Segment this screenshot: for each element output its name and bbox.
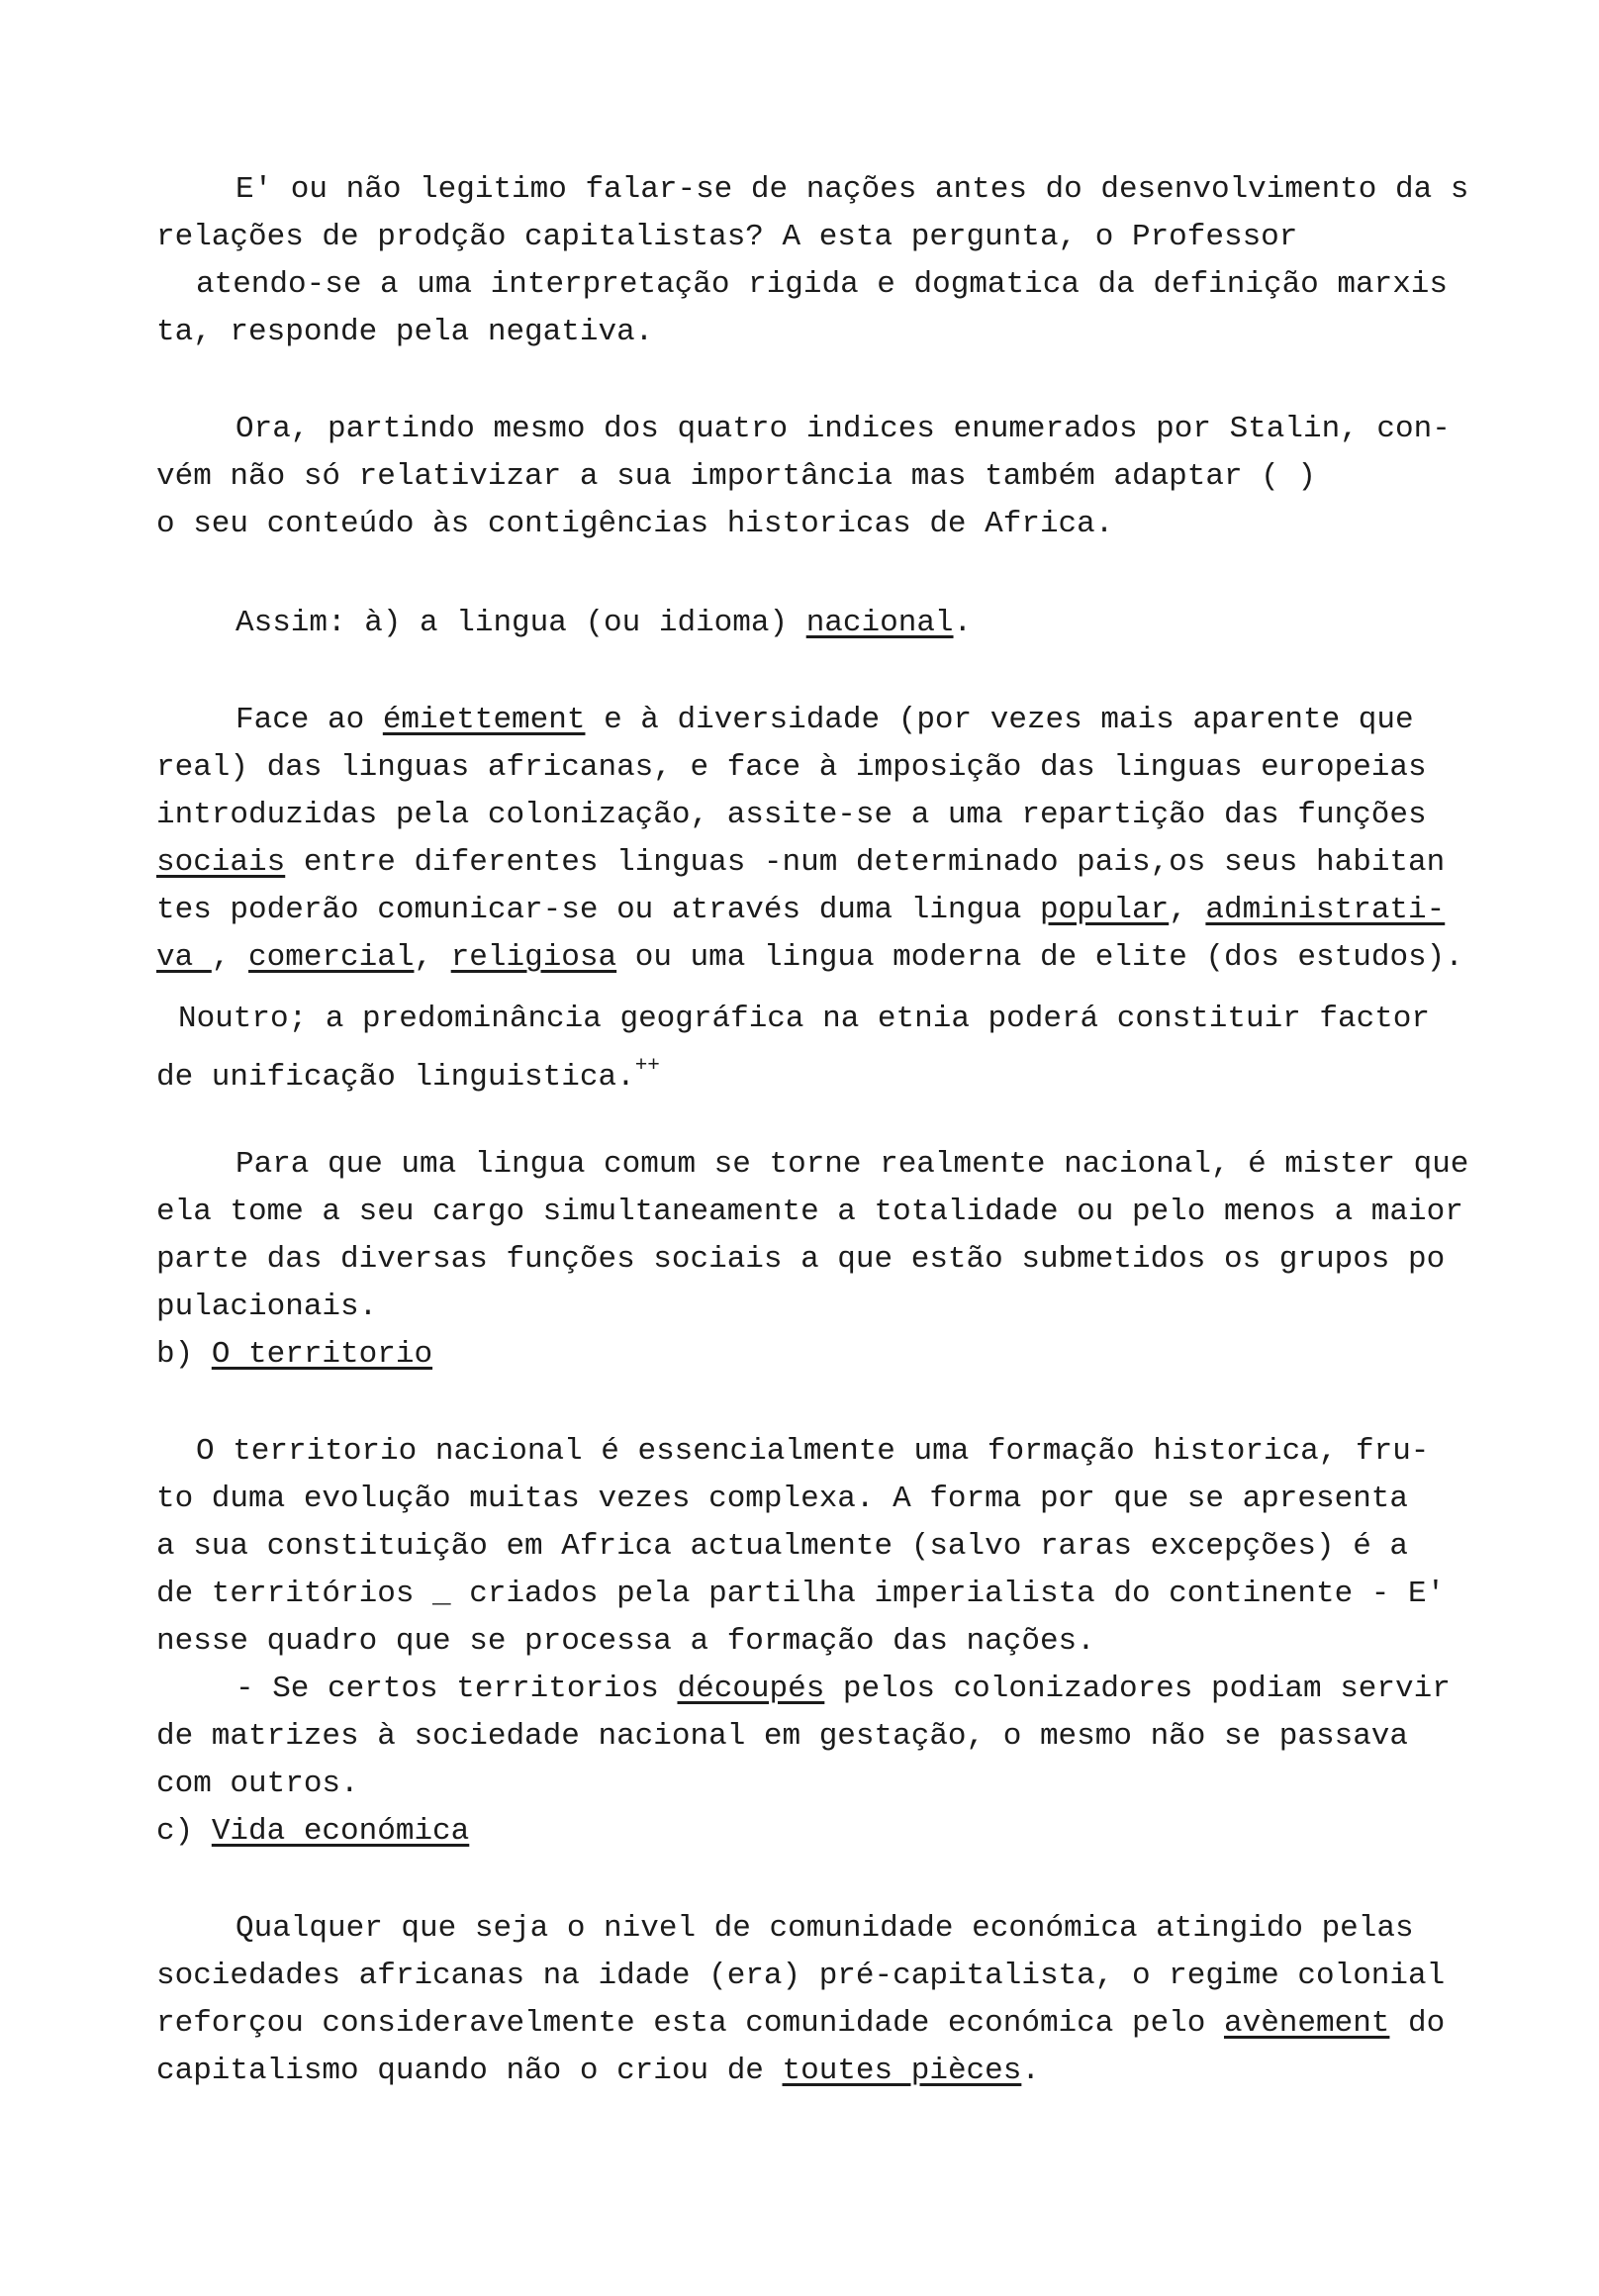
text-line: a sua constituição em Africa actualmente (salvo raras excepções) é a <box>156 1529 1409 1564</box>
heading-prefix: Assim: à) a lingua (ou idioma) <box>235 606 806 640</box>
heading-prefix: c) <box>156 1814 212 1849</box>
section-b-heading <box>156 1331 1559 1379</box>
underlined-term: comercial <box>248 940 415 975</box>
section-c-heading <box>156 1808 1559 1856</box>
underlined-term: toutes pièces <box>782 2054 1022 2088</box>
text-run: . <box>1021 2054 1040 2088</box>
text-line: O territorio nacional é essencialmente uma formação historica, fru- <box>196 1434 1430 1469</box>
text-line: de territórios _ criados pela partilha imperialista do continente - E' <box>156 1577 1446 1611</box>
text-line: relações de prodção capitalistas? A esta pergunta, o Professor <box>156 220 1298 254</box>
text-run: de unificação linguistica. <box>156 1060 635 1095</box>
paragraph-economic-life <box>156 1905 1559 2095</box>
paragraph-territory-decoupes <box>156 1666 1559 1808</box>
text-line: introduzidas pela colonização, assite-se a uma repartição das funções <box>156 798 1427 832</box>
text-line <box>156 839 1559 887</box>
paragraph-language-functions <box>156 697 1559 982</box>
text-line: sociedades africanas na idade (era) pré-capitalista, o regime colonial <box>156 1959 1446 1993</box>
underlined-term: sociais <box>156 845 286 880</box>
underlined-term: administrati- <box>1205 893 1446 927</box>
text-run: do <box>1389 2006 1446 2041</box>
paragraph-nations-question <box>156 166 1559 356</box>
text-run: ou uma lingua moderna de elite (dos estudos). <box>616 940 1463 975</box>
text-line: com outros. <box>156 1767 359 1801</box>
text-line: Ora, partindo mesmo dos quatro indices enumerados por Stalin, con- <box>235 412 1451 446</box>
text-run: , <box>1169 893 1206 927</box>
text-line: nesse quadro que se processa a formação das nações. <box>156 1624 1095 1659</box>
paragraph-national-language <box>156 1141 1559 1331</box>
text-line <box>156 887 1559 934</box>
heading-underlined-word: nacional <box>805 606 954 640</box>
text-run: pelos colonizadores podiam servir <box>824 1672 1451 1706</box>
text-run: Face ao <box>235 703 383 737</box>
text-line <box>156 1043 1559 1101</box>
text-line: to duma evolução muitas vezes complexa. A forma por que se apresenta <box>156 1482 1409 1516</box>
text-run: reforçou consideravelmente esta comunidade económica pelo <box>156 2006 1224 2041</box>
text-line <box>156 2000 1559 2048</box>
underlined-term: popular <box>1039 893 1170 927</box>
text-line <box>156 600 1559 647</box>
heading-suffix: . <box>953 606 973 640</box>
text-line <box>156 697 1559 744</box>
heading-title: Vida económica <box>211 1814 470 1849</box>
text-line: atendo-se a uma interpretação rigida e dogmatica da definição marxis <box>196 267 1449 302</box>
footnote-mark: ++ <box>634 1055 660 1078</box>
section-a-heading <box>156 600 1559 647</box>
text-line: Noutro; a predominância geográfica na etnia poderá constituir factor <box>178 1002 1431 1036</box>
underlined-term: religiosa <box>450 940 617 975</box>
text-line: pulacionais. <box>156 1290 378 1324</box>
underlined-term: émiettement <box>382 703 586 737</box>
text-run: , <box>414 940 451 975</box>
text-line: de matrizes à sociedade nacional em gestação, o mesmo não se passava <box>156 1719 1409 1754</box>
text-line: ta, responde pela negativa. <box>156 315 654 349</box>
underlined-term: va <box>156 940 212 975</box>
text-line <box>156 934 1559 982</box>
text-line: E' ou não legitimo falar-se de nações antes do desenvolvimento da s <box>235 172 1469 207</box>
text-line: Para que uma lingua comum se torne realmente nacional, é mister que <box>235 1147 1469 1182</box>
text-run: entre diferentes linguas -num determinado pais,os seus habitan <box>285 845 1446 880</box>
text-run: e à diversidade (por vezes mais aparente que <box>585 703 1414 737</box>
text-line <box>156 2048 1559 2095</box>
text-line: vém não só relativizar a sua importância mas também adaptar ( ) <box>156 459 1316 494</box>
underlined-term: avènement <box>1223 2006 1390 2041</box>
text-run: tes poderão comunicar-se ou através duma lingua <box>156 893 1040 927</box>
text-line: ela tome a seu cargo simultaneamente a totalidade ou pelo menos a maior <box>156 1195 1463 1229</box>
text-line <box>156 1666 1559 1713</box>
heading-prefix: b) <box>156 1337 212 1372</box>
paragraph-territory <box>156 1428 1559 1666</box>
text-run: capitalismo quando não o criou de <box>156 2054 783 2088</box>
paragraph-stalin-indices <box>156 406 1559 548</box>
text-line: Qualquer que seja o nivel de comunidade económica atingido pelas <box>235 1911 1414 1946</box>
text-run: , <box>211 940 249 975</box>
text-run: - Se certos territorios <box>235 1672 678 1706</box>
text-line: o seu conteúdo às contigências historicas de Africa. <box>156 507 1114 541</box>
heading-title: O territorio <box>211 1337 433 1372</box>
paragraph-geographic-predominance <box>156 996 1559 1101</box>
underlined-term: découpés <box>677 1672 825 1706</box>
text-line: parte das diversas funções sociais a que estão submetidos os grupos po <box>156 1242 1446 1277</box>
text-line: real) das linguas africanas, e face à imposição das linguas europeias <box>156 750 1427 785</box>
